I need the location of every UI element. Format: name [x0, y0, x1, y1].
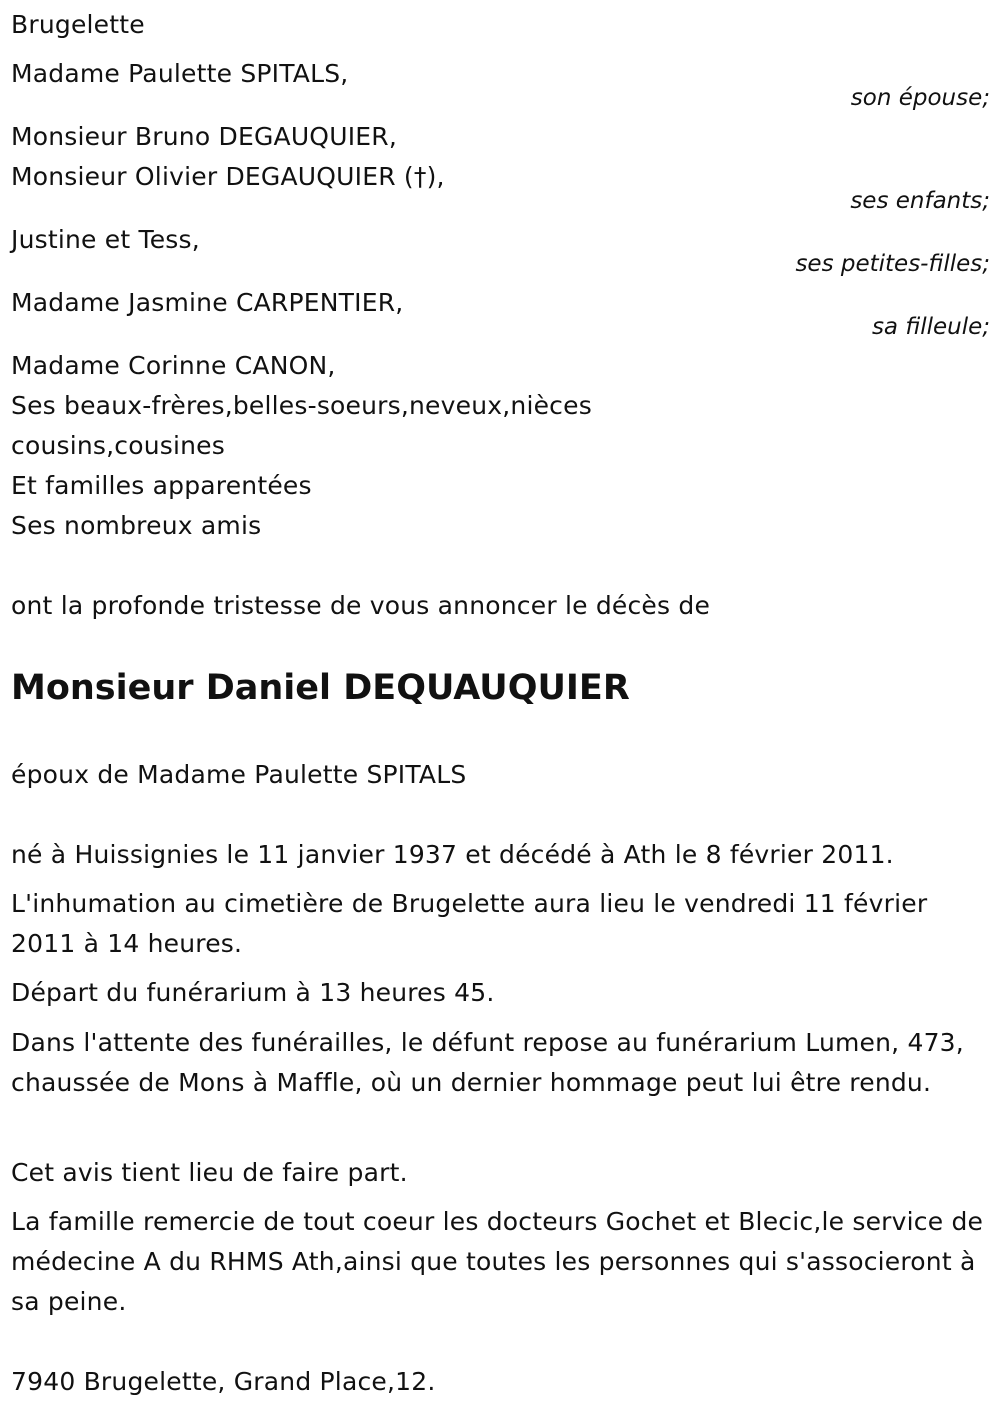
address: 7940 Brugelette, Grand Place,12. [11, 1367, 436, 1396]
notice-text: Cet avis tient lieu de faire part. [11, 1158, 408, 1187]
family-other-5: Ses nombreux amis [11, 511, 262, 540]
goddaughter-role: sa filleule; [871, 314, 990, 340]
family-child-2: Monsieur Olivier DEGAUQUIER (†), [11, 162, 445, 191]
family-goddaughter: Madame Jasmine CARPENTIER, [11, 288, 404, 317]
thanks-text: La famille remercie de tout coeur les docteurs Gochet et Blecic,le service de médecine A du RHMS Ath,ainsi que toutes les personnes qui s'associeront à sa peine. [11, 1207, 984, 1316]
family-other-4: Et familles apparentées [11, 471, 312, 500]
children-role: ses enfants; [850, 188, 990, 214]
family-other-2: Ses beaux-frères,belles-soeurs,neveux,nièces [11, 391, 592, 420]
family-child-1: Monsieur Bruno DEGAUQUIER, [11, 122, 397, 151]
family-spouse: Madame Paulette SPITALS, [11, 59, 349, 88]
birth-death: né à Huissignies le 11 janvier 1937 et décédé à Ath le 8 février 2011. [11, 840, 894, 869]
burial-info: L'inhumation au cimetière de Brugelette aura lieu le vendredi 11 février 2011 à 14 heures. [11, 889, 928, 958]
announcement-intro: ont la profonde tristesse de vous annoncer le décès de [11, 591, 711, 620]
spouse-role: son épouse; [850, 85, 990, 111]
departure-info: Départ du funérarium à 13 heures 45. [11, 978, 495, 1007]
deceased-name: Monsieur Daniel DEQUAUQUIER [11, 668, 630, 708]
town-heading: Brugelette [11, 10, 145, 39]
family-granddaughters: Justine et Tess, [11, 225, 200, 254]
spouse-of: époux de Madame Paulette SPITALS [11, 760, 467, 789]
viewing-info: Dans l'attente des funérailles, le défunt repose au funérarium Lumen, 473, chaussée de Mons à Maffle, où un dernier hommage peut lui être rendu. [11, 1028, 964, 1097]
family-other-1: Madame Corinne CANON, [11, 351, 336, 380]
granddaughters-role: ses petites-filles; [795, 251, 990, 277]
family-other-3: cousins,cousines [11, 431, 225, 460]
